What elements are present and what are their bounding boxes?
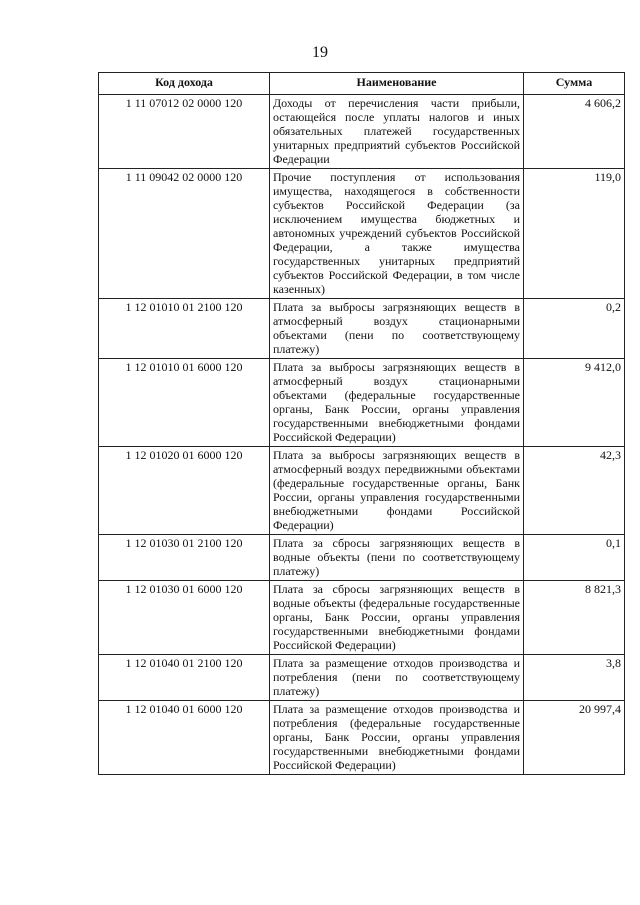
income-sum: 20 997,4 xyxy=(524,701,625,775)
table-row xyxy=(99,95,625,169)
income-name: Плата за выбросы загрязняющих веществ в атмосферный воздух стационарными объектами (пени по соответствующему платежу) xyxy=(270,299,524,359)
income-name: Плата за сбросы загрязняющих веществ в водные объекты (пени по соответствующему платежу) xyxy=(270,535,524,581)
header-sum: Сумма xyxy=(524,73,625,95)
income-code: 1 12 01030 01 2100 120 xyxy=(99,535,270,581)
income-name: Доходы от перечисления части прибыли, остающейся после уплаты налогов и иных обязательных платежей государственных унитарных предприятий субъектов Российской Федерации xyxy=(270,95,524,169)
income-code: 1 12 01040 01 2100 120 xyxy=(99,655,270,701)
table-row xyxy=(99,299,625,359)
header-name: Наименование xyxy=(270,73,524,95)
income-table xyxy=(98,72,625,775)
table-row xyxy=(99,359,625,447)
income-code: 1 12 01040 01 6000 120 xyxy=(99,701,270,775)
income-code: 1 12 01020 01 6000 120 xyxy=(99,447,270,535)
income-name: Плата за сбросы загрязняющих веществ в водные объекты (федеральные государственные органы, Банк России, органы управления государственными внебюджетными фондами Российской Федерации) xyxy=(270,581,524,655)
table-row xyxy=(99,701,625,775)
income-sum: 42,3 xyxy=(524,447,625,535)
income-sum: 0,1 xyxy=(524,535,625,581)
income-name: Плата за выбросы загрязняющих веществ в атмосферный воздух стационарными объектами (федеральные государственные органы, Банк России, органы управления государственными внебюджетными фондами Российской Федерации) xyxy=(270,359,524,447)
income-sum: 119,0 xyxy=(524,169,625,299)
income-code: 1 11 07012 02 0000 120 xyxy=(99,95,270,169)
income-name: Плата за размещение отходов производства и потребления (пени по соответствующему платежу) xyxy=(270,655,524,701)
table-row xyxy=(99,535,625,581)
table-row xyxy=(99,447,625,535)
header-code: Код дохода xyxy=(99,73,270,95)
income-sum: 4 606,2 xyxy=(524,95,625,169)
table-row xyxy=(99,581,625,655)
income-code: 1 12 01010 01 2100 120 xyxy=(99,299,270,359)
table-row xyxy=(99,169,625,299)
income-code: 1 12 01010 01 6000 120 xyxy=(99,359,270,447)
income-code: 1 12 01030 01 6000 120 xyxy=(99,581,270,655)
income-code: 1 11 09042 02 0000 120 xyxy=(99,169,270,299)
income-sum: 0,2 xyxy=(524,299,625,359)
income-sum: 3,8 xyxy=(524,655,625,701)
income-sum: 9 412,0 xyxy=(524,359,625,447)
table-header-row xyxy=(99,73,625,95)
income-name: Прочие поступления от использования имущества, находящегося в собственности субъектов Российской Федерации (за исключением имущества бюджетных и автономных учреждений субъектов Российской Федерации, а также имущества государственных унитарных предприятий субъектов Российской Федерации, в том числе казенных) xyxy=(270,169,524,299)
page-number: 19 xyxy=(312,44,328,61)
income-sum: 8 821,3 xyxy=(524,581,625,655)
income-name: Плата за выбросы загрязняющих веществ в атмосферный воздух передвижными объектами (федеральные государственные органы, Банк России, органы управления государственными внебюджетными фондами Российской Федерации) xyxy=(270,447,524,535)
table-row xyxy=(99,655,625,701)
income-name: Плата за размещение отходов производства и потребления (федеральные государственные органы, Банк России, органы управления государственными внебюджетными фондами Российской Федерации) xyxy=(270,701,524,775)
